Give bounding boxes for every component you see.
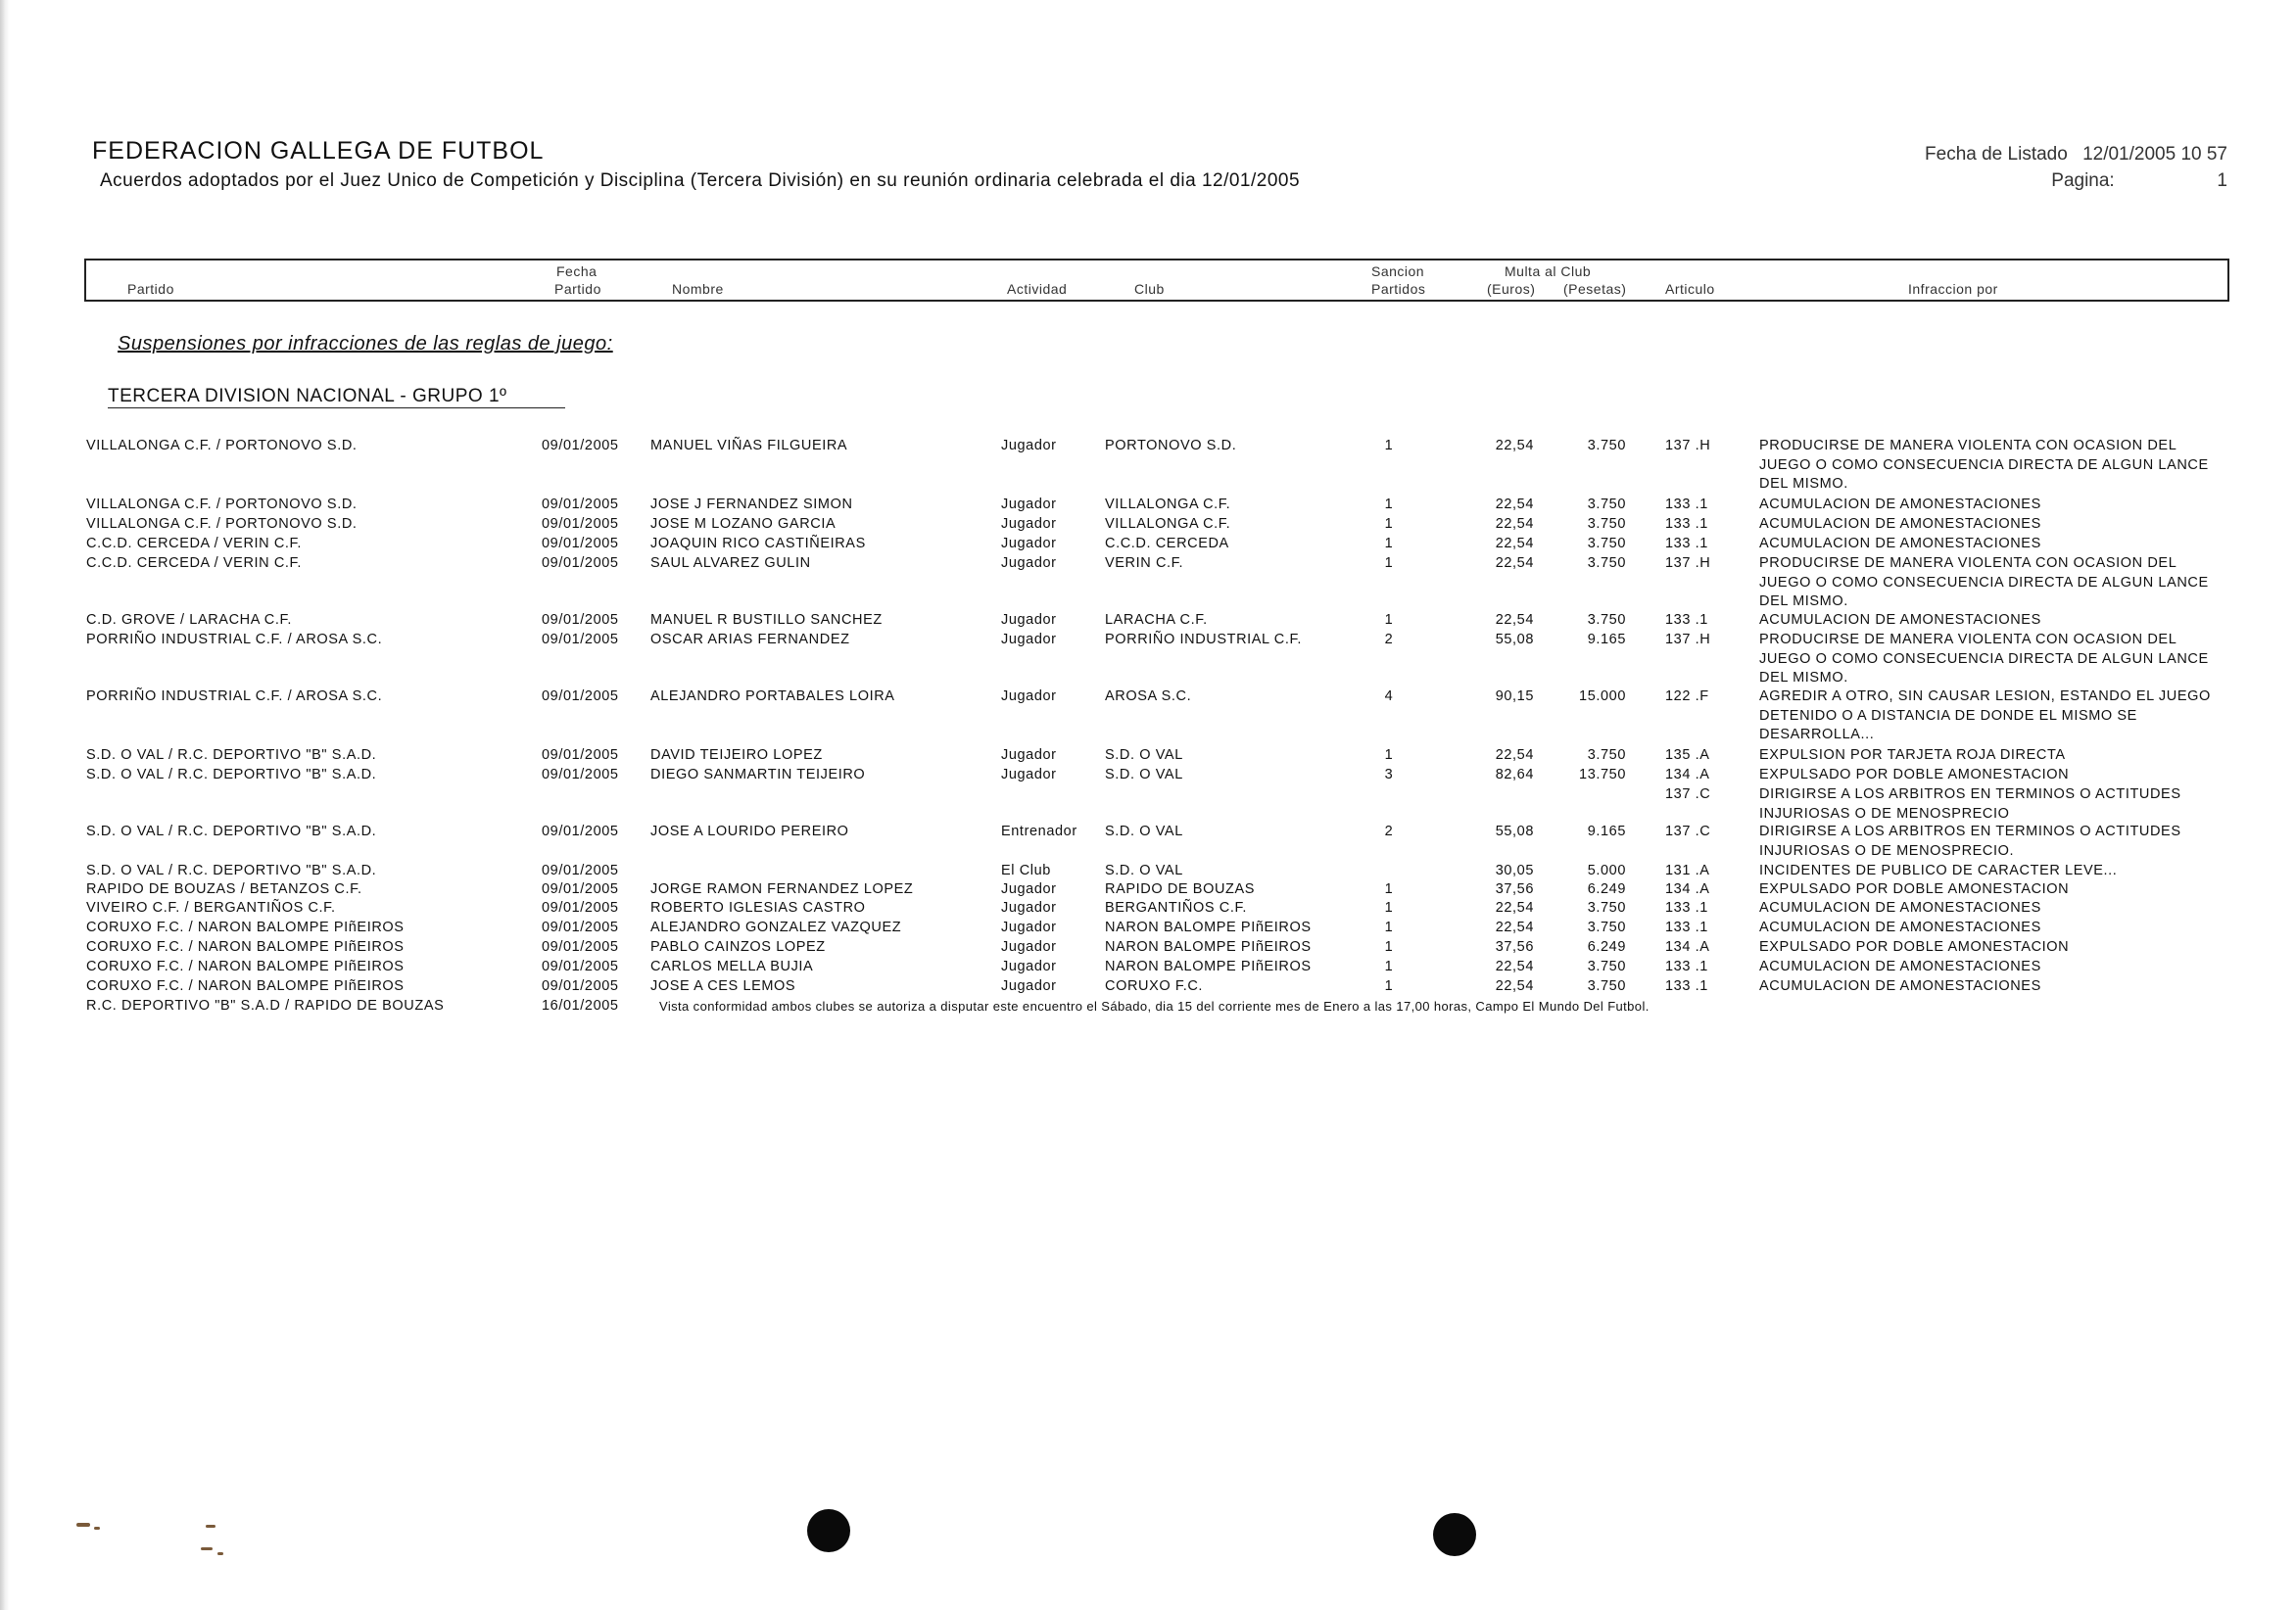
- cell-infraccion: EXPULSADO POR DOBLE AMONESTACION: [1759, 881, 2070, 897]
- cell-articulo: 133 .1: [1665, 612, 1708, 628]
- punch-hole: [807, 1509, 850, 1552]
- cell-fecha: 09/01/2005: [542, 632, 619, 647]
- cell-partido: C.C.D. CERCEDA / VERIN C.F.: [86, 555, 303, 571]
- group-title: TERCERA DIVISION NACIONAL - GRUPO 1º: [108, 386, 565, 408]
- cell-fecha: 09/01/2005: [542, 536, 619, 551]
- cell-pesetas: 3.750: [1587, 900, 1626, 916]
- cell-actividad: El Club: [1001, 863, 1051, 878]
- cell-sancion: 1: [1384, 747, 1394, 763]
- cell-actividad: Jugador: [1001, 881, 1057, 897]
- cell-partido: S.D. O VAL / R.C. DEPORTIVO "B" S.A.D.: [86, 824, 377, 839]
- cell-club: S.D. O VAL: [1105, 863, 1183, 878]
- cell-infraccion: EXPULSION POR TARJETA ROJA DIRECTA: [1759, 747, 2066, 763]
- cell-sancion: 1: [1384, 536, 1394, 551]
- cell-articulo: 135 .A: [1665, 747, 1710, 763]
- cell-club: VILLALONGA C.F.: [1105, 497, 1231, 512]
- cell-infraccion: DIRIGIRSE A LOS ARBITROS EN TERMINOS O ACTITUDES INJURIOSAS O DE MENOSPRECIO: [1759, 786, 2181, 822]
- cell-actividad: Jugador: [1001, 959, 1057, 974]
- cell-sancion: 1: [1384, 881, 1394, 897]
- cell-sancion: 1: [1384, 438, 1394, 453]
- col-nombre: Nombre: [672, 281, 724, 297]
- cell-fecha: 09/01/2005: [542, 881, 619, 897]
- cell-club: LARACHA C.F.: [1105, 612, 1208, 628]
- cell-nombre: ALEJANDRO PORTABALES LOIRA: [650, 688, 895, 704]
- cell-infraccion: ACUMULACION DE AMONESTACIONES: [1759, 516, 2041, 532]
- cell-euros: 22,54: [1495, 536, 1534, 551]
- cell-partido: S.D. O VAL / R.C. DEPORTIVO "B" S.A.D.: [86, 747, 377, 763]
- col-articulo: Articulo: [1665, 281, 1715, 297]
- cell-sancion: 1: [1384, 978, 1394, 994]
- cell-pesetas: 15.000: [1579, 688, 1626, 704]
- cell-fecha: 09/01/2005: [542, 959, 619, 974]
- cell-club: NARON BALOMPE PIñEIROS: [1105, 959, 1312, 974]
- cell-actividad: Jugador: [1001, 767, 1057, 782]
- col-actividad: Actividad: [1007, 281, 1068, 297]
- cell-infraccion: EXPULSADO POR DOBLE AMONESTACION: [1759, 767, 2070, 782]
- cell-actividad: Jugador: [1001, 612, 1057, 628]
- col-fecha-bottom: Partido: [554, 281, 601, 297]
- cell-partido: R.C. DEPORTIVO "B" S.A.D / RAPIDO DE BOUZAS: [86, 998, 445, 1014]
- cell-actividad: Jugador: [1001, 632, 1057, 647]
- col-euros: (Euros): [1487, 281, 1536, 297]
- cell-euros: 22,54: [1495, 920, 1534, 935]
- cell-fecha: 09/01/2005: [542, 824, 619, 839]
- cell-infraccion: ACUMULACION DE AMONESTACIONES: [1759, 536, 2041, 551]
- cell-euros: 82,64: [1495, 767, 1534, 782]
- cell-partido: CORUXO F.C. / NARON BALOMPE PIñEIROS: [86, 939, 405, 955]
- cell-club: VERIN C.F.: [1105, 555, 1184, 571]
- cell-articulo: 122 .F: [1665, 688, 1709, 704]
- cell-infraccion: PRODUCIRSE DE MANERA VIOLENTA CON OCASION DEL JUEGO O COMO CONSECUENCIA DIRECTA DE ALGUN LANCE DEL MISMO.: [1759, 632, 2209, 686]
- agreement-subtitle: Acuerdos adoptados por el Juez Unico de Competición y Disciplina (Tercera División) en su reunión ordinaria celebrada el dia 12/01/2005: [100, 170, 1301, 191]
- cell-actividad: Jugador: [1001, 920, 1057, 935]
- cell-sancion: 1: [1384, 612, 1394, 628]
- cell-nombre: JOSE J FERNANDEZ SIMON: [650, 497, 853, 512]
- cell-club: RAPIDO DE BOUZAS: [1105, 881, 1256, 897]
- listing-date-value: 12/01/2005 10 57: [2082, 144, 2227, 165]
- cell-actividad: Jugador: [1001, 688, 1057, 704]
- cell-pesetas: 3.750: [1587, 959, 1626, 974]
- cell-club: AROSA S.C.: [1105, 688, 1192, 704]
- cell-articulo: 133 .1: [1665, 920, 1708, 935]
- cell-club: S.D. O VAL: [1105, 824, 1183, 839]
- cell-partido: VIVEIRO C.F. / BERGANTIÑOS C.F.: [86, 900, 336, 916]
- cell-nombre: PABLO CAINZOS LOPEZ: [650, 939, 826, 955]
- cell-sancion: 1: [1384, 900, 1394, 916]
- cell-articulo: 134 .A: [1665, 939, 1710, 955]
- cell-pesetas: 9.165: [1587, 632, 1626, 647]
- col-sancion-top: Sancion: [1371, 263, 1425, 279]
- cell-infraccion: PRODUCIRSE DE MANERA VIOLENTA CON OCASION DEL JUEGO O COMO CONSECUENCIA DIRECTA DE ALGUN LANCE DEL MISMO.: [1759, 438, 2209, 492]
- cell-pesetas: 6.249: [1587, 881, 1626, 897]
- cell-pesetas: 3.750: [1587, 920, 1626, 935]
- cell-pesetas: 9.165: [1587, 824, 1626, 839]
- cell-fecha: 09/01/2005: [542, 767, 619, 782]
- cell-club: VILLALONGA C.F.: [1105, 516, 1231, 532]
- cell-nombre: CARLOS MELLA BUJIA: [650, 959, 814, 974]
- cell-articulo: 137 .C: [1665, 824, 1711, 839]
- cell-articulo: 133 .1: [1665, 978, 1708, 994]
- cell-euros: 22,54: [1495, 438, 1534, 453]
- cell-infraccion: DIRIGIRSE A LOS ARBITROS EN TERMINOS O ACTITUDES INJURIOSAS O DE MENOSPRECIO.: [1759, 824, 2181, 859]
- cell-actividad: Jugador: [1001, 747, 1057, 763]
- cell-infraccion: INCIDENTES DE PUBLICO DE CARACTER LEVE...: [1759, 863, 2118, 878]
- cell-infraccion: EXPULSADO POR DOBLE AMONESTACION: [1759, 939, 2070, 955]
- cell-euros: 37,56: [1495, 939, 1534, 955]
- cell-euros: 30,05: [1495, 863, 1534, 878]
- listing-date-label: Fecha de Listado: [1925, 144, 2068, 165]
- cell-fecha: 09/01/2005: [542, 497, 619, 512]
- cell-fecha: 09/01/2005: [542, 939, 619, 955]
- cell-club: S.D. O VAL: [1105, 747, 1183, 763]
- page-label: Pagina:: [2051, 170, 2115, 191]
- cell-sancion: 1: [1384, 497, 1394, 512]
- cell-actividad: Jugador: [1001, 497, 1057, 512]
- cell-sancion: 2: [1384, 632, 1394, 647]
- cell-infraccion: ACUMULACION DE AMONESTACIONES: [1759, 959, 2041, 974]
- cell-articulo: 134 .A: [1665, 881, 1710, 897]
- cell-actividad: Jugador: [1001, 978, 1057, 994]
- cell-nombre: JORGE RAMON FERNANDEZ LOPEZ: [650, 881, 914, 897]
- cell-club: NARON BALOMPE PIñEIROS: [1105, 920, 1312, 935]
- cell-euros: 22,54: [1495, 900, 1534, 916]
- cell-nombre: MANUEL VIÑAS FILGUEIRA: [650, 438, 848, 453]
- cell-sancion: 1: [1384, 920, 1394, 935]
- cell-nombre: JOSE A CES LEMOS: [650, 978, 796, 994]
- cell-euros: 55,08: [1495, 824, 1534, 839]
- cell-euros: 22,54: [1495, 747, 1534, 763]
- cell-partido: PORRIÑO INDUSTRIAL C.F. / AROSA S.C.: [86, 688, 383, 704]
- cell-pesetas: 3.750: [1587, 555, 1626, 571]
- cell-fecha: 09/01/2005: [542, 555, 619, 571]
- cell-partido: VILLALONGA C.F. / PORTONOVO S.D.: [86, 438, 358, 453]
- cell-fecha: 09/01/2005: [542, 688, 619, 704]
- cell-euros: 22,54: [1495, 959, 1534, 974]
- cell-fecha: 09/01/2005: [542, 900, 619, 916]
- cell-sancion: 1: [1384, 555, 1394, 571]
- col-multa-top: Multa al Club: [1505, 263, 1592, 279]
- cell-pesetas: 5.000: [1587, 863, 1626, 878]
- cell-nombre: SAUL ALVAREZ GULIN: [650, 555, 811, 571]
- cell-nombre: JOAQUIN RICO CASTIÑEIRAS: [650, 536, 866, 551]
- cell-fecha: 09/01/2005: [542, 516, 619, 532]
- cell-pesetas: 3.750: [1587, 516, 1626, 532]
- cell-sancion: 4: [1384, 688, 1394, 704]
- cell-club: S.D. O VAL: [1105, 767, 1183, 782]
- cell-actividad: Jugador: [1001, 939, 1057, 955]
- cell-partido: PORRIÑO INDUSTRIAL C.F. / AROSA S.C.: [86, 632, 383, 647]
- cell-euros: 22,54: [1495, 555, 1534, 571]
- col-club: Club: [1134, 281, 1165, 297]
- cell-articulo: 134 .A: [1665, 767, 1710, 782]
- cell-infraccion: AGREDIR A OTRO, SIN CAUSAR LESION, ESTANDO EL JUEGO DETENIDO O A DISTANCIA DE DONDE EL MISMO SE DESARROLLA...: [1759, 688, 2211, 742]
- cell-fecha: 09/01/2005: [542, 863, 619, 878]
- col-partido: Partido: [127, 281, 174, 297]
- cell-pesetas: 6.249: [1587, 939, 1626, 955]
- cell-infraccion: ACUMULACION DE AMONESTACIONES: [1759, 978, 2041, 994]
- cell-nombre: MANUEL R BUSTILLO SANCHEZ: [650, 612, 883, 628]
- cell-actividad: Jugador: [1001, 900, 1057, 916]
- cell-pesetas: 3.750: [1587, 536, 1626, 551]
- cell-actividad: Entrenador: [1001, 824, 1077, 839]
- cell-euros: 22,54: [1495, 612, 1534, 628]
- cell-sancion: 1: [1384, 939, 1394, 955]
- cell-note: Vista conformidad ambos clubes se autoriza a disputar este encuentro el Sábado, dia 15 del corriente mes de Enero a las 17,00 horas, Campo El Mundo Del Futbol.: [659, 999, 1650, 1014]
- cell-articulo: 133 .1: [1665, 536, 1708, 551]
- cell-pesetas: 3.750: [1587, 438, 1626, 453]
- cell-partido: S.D. O VAL / R.C. DEPORTIVO "B" S.A.D.: [86, 863, 377, 878]
- cell-articulo: 133 .1: [1665, 900, 1708, 916]
- cell-infraccion: ACUMULACION DE AMONESTACIONES: [1759, 612, 2041, 628]
- col-pesetas: (Pesetas): [1563, 281, 1627, 297]
- cell-partido: VILLALONGA C.F. / PORTONOVO S.D.: [86, 497, 358, 512]
- cell-nombre: ALEJANDRO GONZALEZ VAZQUEZ: [650, 920, 902, 935]
- cell-fecha: 09/01/2005: [542, 747, 619, 763]
- cell-euros: 55,08: [1495, 632, 1534, 647]
- scan-edge-shadow: [0, 0, 10, 1610]
- cell-pesetas: 13.750: [1579, 767, 1626, 782]
- cell-fecha: 09/01/2005: [542, 920, 619, 935]
- cell-fecha: 09/01/2005: [542, 438, 619, 453]
- cell-nombre: ROBERTO IGLESIAS CASTRO: [650, 900, 866, 916]
- cell-euros: 90,15: [1495, 688, 1534, 704]
- cell-partido: S.D. O VAL / R.C. DEPORTIVO "B" S.A.D.: [86, 767, 377, 782]
- cell-partido: CORUXO F.C. / NARON BALOMPE PIñEIROS: [86, 920, 405, 935]
- cell-club: PORRIÑO INDUSTRIAL C.F.: [1105, 632, 1302, 647]
- cell-fecha: 09/01/2005: [542, 978, 619, 994]
- cell-sancion: 2: [1384, 824, 1394, 839]
- cell-partido: VILLALONGA C.F. / PORTONOVO S.D.: [86, 516, 358, 532]
- cell-pesetas: 3.750: [1587, 497, 1626, 512]
- cell-partido: C.C.D. CERCEDA / VERIN C.F.: [86, 536, 303, 551]
- cell-partido: RAPIDO DE BOUZAS / BETANZOS C.F.: [86, 881, 362, 897]
- page-number: 1: [2217, 170, 2227, 191]
- col-infraccion: Infraccion por: [1908, 281, 1998, 297]
- cell-partido: CORUXO F.C. / NARON BALOMPE PIñEIROS: [86, 959, 405, 974]
- cell-actividad: Jugador: [1001, 536, 1057, 551]
- cell-nombre: JOSE M LOZANO GARCIA: [650, 516, 837, 532]
- cell-articulo: 137 .C: [1665, 786, 1711, 802]
- cell-infraccion: ACUMULACION DE AMONESTACIONES: [1759, 497, 2041, 512]
- cell-actividad: Jugador: [1001, 555, 1057, 571]
- cell-sancion: 1: [1384, 959, 1394, 974]
- cell-sancion: 3: [1384, 767, 1394, 782]
- cell-club: CORUXO F.C.: [1105, 978, 1204, 994]
- cell-fecha: 16/01/2005: [542, 998, 619, 1014]
- cell-pesetas: 3.750: [1587, 978, 1626, 994]
- cell-infraccion: ACUMULACION DE AMONESTACIONES: [1759, 900, 2041, 916]
- cell-club: BERGANTIÑOS C.F.: [1105, 900, 1247, 916]
- cell-actividad: Jugador: [1001, 438, 1057, 453]
- cell-sancion: 1: [1384, 516, 1394, 532]
- punch-hole: [1433, 1513, 1476, 1556]
- cell-partido: CORUXO F.C. / NARON BALOMPE PIñEIROS: [86, 978, 405, 994]
- cell-articulo: 133 .1: [1665, 516, 1708, 532]
- cell-articulo: 137 .H: [1665, 632, 1711, 647]
- listing-meta: [1925, 141, 2227, 194]
- cell-nombre: JOSE A LOURIDO PEREIRO: [650, 824, 849, 839]
- cell-club: C.C.D. CERCEDA: [1105, 536, 1229, 551]
- cell-pesetas: 3.750: [1587, 612, 1626, 628]
- cell-euros: 22,54: [1495, 978, 1534, 994]
- cell-articulo: 137 .H: [1665, 438, 1711, 453]
- federation-title: FEDERACION GALLEGA DE FUTBOL: [92, 137, 545, 165]
- cell-euros: 22,54: [1495, 516, 1534, 532]
- cell-club: NARON BALOMPE PIñEIROS: [1105, 939, 1312, 955]
- cell-euros: 37,56: [1495, 881, 1534, 897]
- cell-euros: 22,54: [1495, 497, 1534, 512]
- cell-infraccion: ACUMULACION DE AMONESTACIONES: [1759, 920, 2041, 935]
- column-header-box: [84, 259, 2229, 302]
- cell-articulo: 131 .A: [1665, 863, 1710, 878]
- col-sancion-bottom: Partidos: [1371, 281, 1426, 297]
- cell-articulo: 133 .1: [1665, 959, 1708, 974]
- cell-articulo: 133 .1: [1665, 497, 1708, 512]
- col-fecha-top: Fecha: [556, 263, 598, 279]
- cell-nombre: OSCAR ARIAS FERNANDEZ: [650, 632, 850, 647]
- cell-partido: C.D. GROVE / LARACHA C.F.: [86, 612, 292, 628]
- section-title: Suspensiones por infracciones de las reglas de juego:: [118, 333, 613, 355]
- cell-pesetas: 3.750: [1587, 747, 1626, 763]
- cell-infraccion: PRODUCIRSE DE MANERA VIOLENTA CON OCASION DEL JUEGO O COMO CONSECUENCIA DIRECTA DE ALGUN LANCE DEL MISMO.: [1759, 555, 2209, 609]
- cell-articulo: 137 .H: [1665, 555, 1711, 571]
- cell-club: PORTONOVO S.D.: [1105, 438, 1237, 453]
- cell-nombre: DAVID TEIJEIRO LOPEZ: [650, 747, 823, 763]
- cell-actividad: Jugador: [1001, 516, 1057, 532]
- cell-fecha: 09/01/2005: [542, 612, 619, 628]
- cell-nombre: DIEGO SANMARTIN TEIJEIRO: [650, 767, 866, 782]
